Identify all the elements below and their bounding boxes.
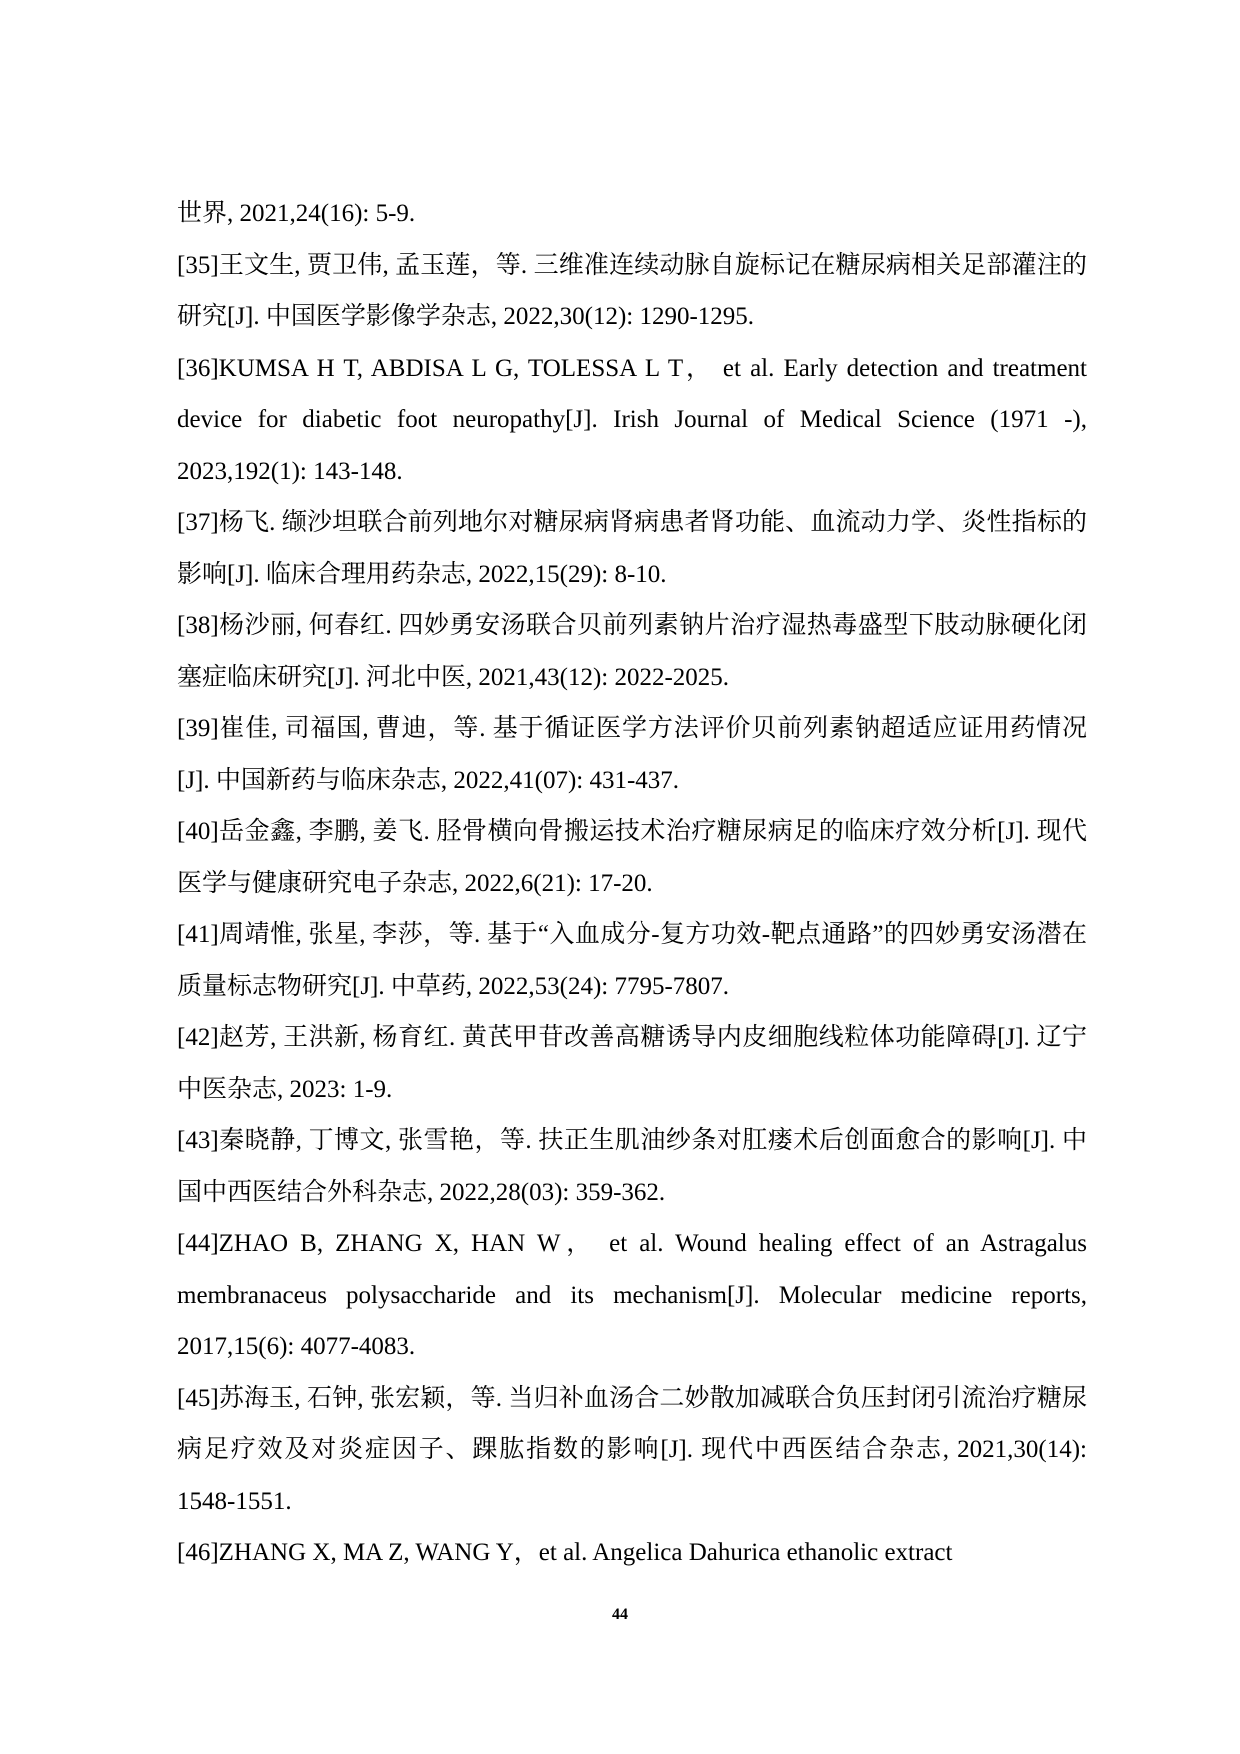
reference-entry: [40]岳金鑫, 李鹏, 姜飞. 胫骨横向骨搬运技术治疗糖尿病足的临床疗效分析[J]. 现代医学与健康研究电子杂志, 2022,6(21): 17-20. <box>177 818 1087 897</box>
reference-entry: [41]周靖惟, 张星, 李莎，等. 基于“入血成分-复方功效-靶点通路”的四妙勇安汤潜在质量标志物研究[J]. 中草药, 2022,53(24): 7795-7807. <box>177 921 1087 1000</box>
reference-entry: [39]崔佳, 司福国, 曹迪，等. 基于循证医学方法评价贝前列素钠超适应证用药情况[J]. 中国新药与临床杂志, 2022,41(07): 431-437. <box>177 715 1087 794</box>
reference-list <box>177 188 1087 1579</box>
reference-entry: [37]杨飞. 缬沙坦联合前列地尔对糖尿病肾病患者肾功能、血流动力学、炎性指标的影响[J]. 临床合理用药杂志, 2022,15(29): 8-10. <box>177 509 1087 588</box>
reference-entry: [46]ZHANG X, MA Z, WANG Y，et al. Angelica Dahurica ethanolic extract <box>177 1539 953 1566</box>
reference-entry: [43]秦晓静, 丁博文, 张雪艳，等. 扶正生肌油纱条对肛瘘术后创面愈合的影响[J]. 中国中西医结合外科杂志, 2022,28(03): 359-362. <box>177 1127 1087 1206</box>
page-number: 44 <box>612 1606 628 1623</box>
reference-entry: [35]王文生, 贾卫伟, 孟玉莲，等. 三维准连续动脉自旋标记在糖尿病相关足部灌注的研究[J]. 中国医学影像学杂志, 2022,30(12): 1290-1295. <box>177 251 1087 330</box>
reference-entry: [45]苏海玉, 石钟, 张宏颖，等. 当归补血汤合二妙散加减联合负压封闭引流治疗糖尿病足疗效及对炎症因子、踝肱指数的影响[J]. 现代中西医结合杂志, 2021,30(14): 1548-1551. <box>177 1384 1087 1515</box>
reference-entry: [42]赵芳, 王洪新, 杨育红. 黄芪甲苷改善高糖诱导内皮细胞线粒体功能障碍[J]. 辽宁中医杂志, 2023: 1-9. <box>177 1024 1087 1103</box>
reference-entry: [36]KUMSA H T, ABDISA L G, TOLESSA L T， et al. Early detection and treatment device for diabetic foot neuropathy[J]. Irish Journal of Medical Science (1971 -), 2023,192(1): 143-148. <box>177 354 1087 485</box>
reference-entry: [38]杨沙丽, 何春红. 四妙勇安汤联合贝前列素钠片治疗湿热毒盛型下肢动脉硬化闭塞症临床研究[J]. 河北中医, 2021,43(12): 2022-2025. <box>177 612 1087 691</box>
reference-entry: 世界, 2021,24(16): 5-9. <box>177 200 416 227</box>
reference-entry: [44]ZHAO B, ZHANG X, HAN W， et al. Wound healing effect of an Astragalus membranaceus polysaccharide and its mechanism[J]. Molecular medicine reports, 2017,15(6): 4077-4083. <box>177 1230 1087 1360</box>
